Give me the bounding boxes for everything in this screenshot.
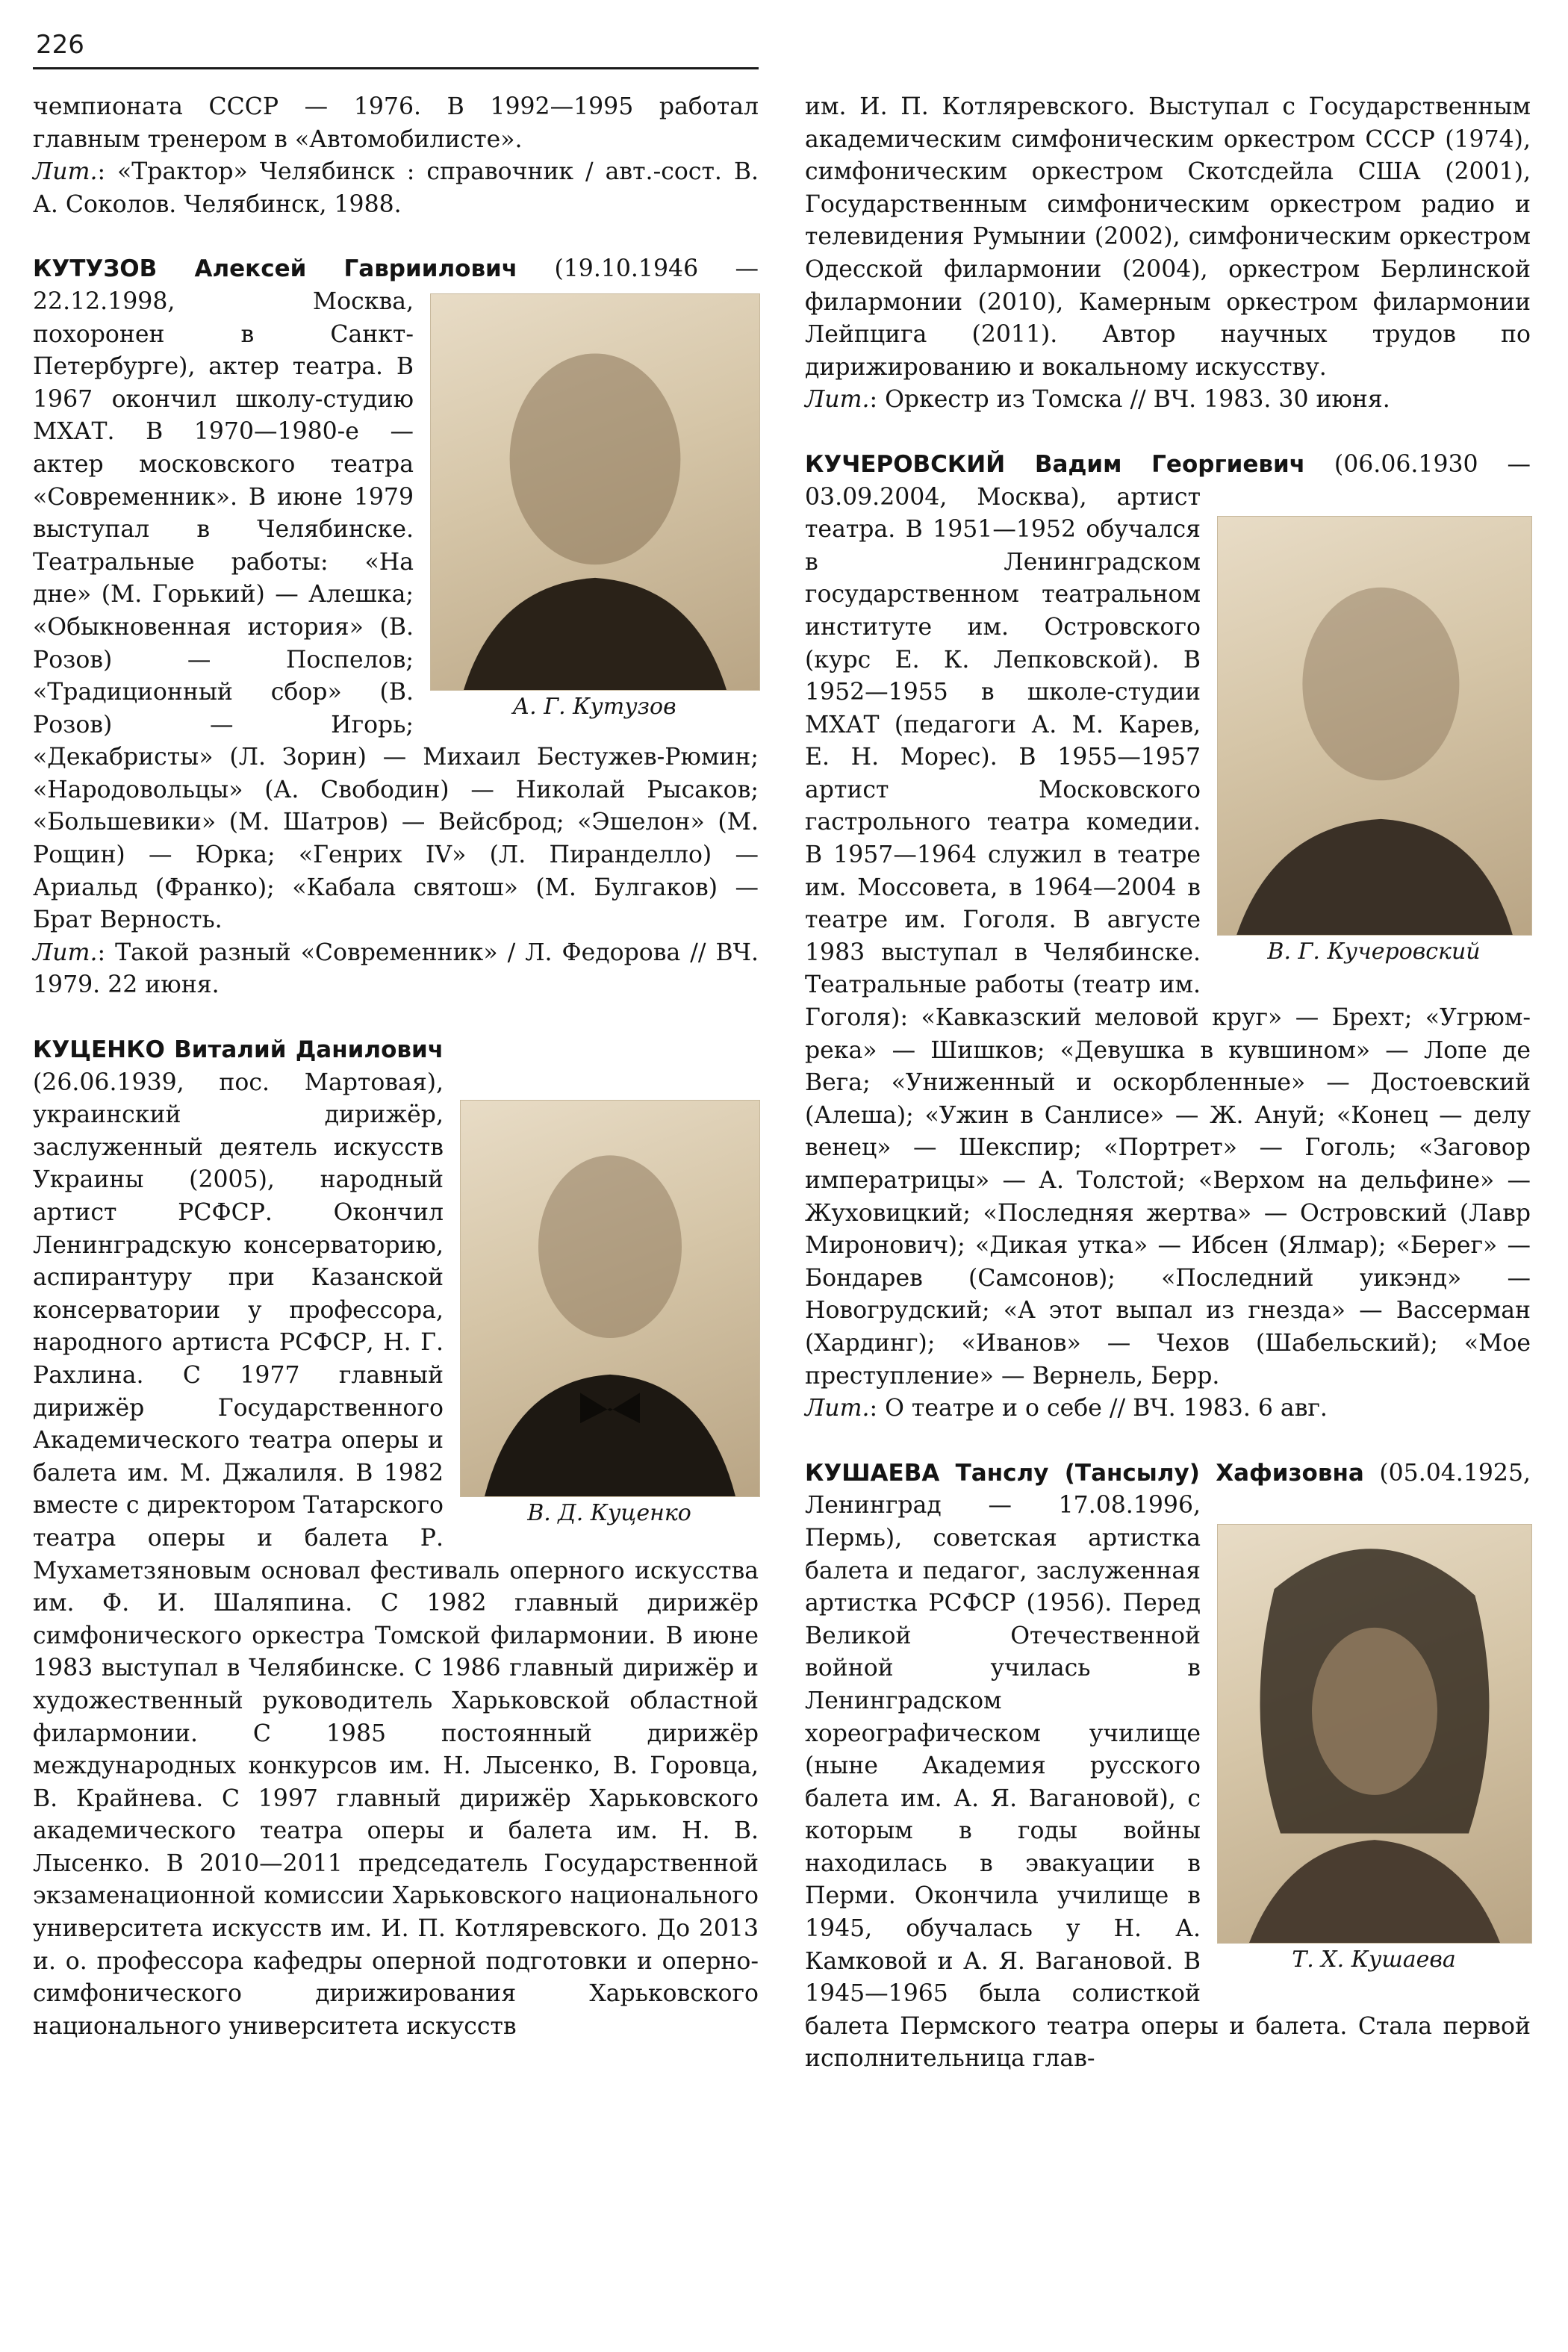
kutuzov-figure	[430, 293, 759, 724]
entry-kutuzov	[33, 253, 759, 1002]
kucherovsky-headword: КУЧЕРОВСКИЙ Вадим Георгиевич	[805, 450, 1306, 478]
kutsenko-caption: В. Д. Куценко	[527, 1500, 691, 1527]
entry-kutsenko-continuation	[805, 91, 1531, 417]
lit-label: Лит.	[33, 158, 98, 186]
kucherovsky-caption: В. Г. Кучеровский	[1267, 938, 1481, 965]
lit-label: Лит.	[805, 386, 870, 414]
header-rule	[33, 67, 759, 69]
entry-kushaeva	[805, 1457, 1531, 2076]
lit-label: Лит.	[33, 939, 98, 966]
kutsenko-cont-text: им. И. П. Котляревского. Выступал с Государственным академическим симфоническим оркестром СССР (1974), симфоническим оркестром Скотсдейла США (2001), Государственным симфоническим оркестром радио и телевидения Румынии (2002), симфоническим оркестром Одесской филармонии (2004), оркестром Берлинской филармонии (2010), Камерным оркестром филармонии Лейпцига (2011). Автор научных трудов по дирижированию и вокальному искусству.	[805, 93, 1531, 381]
lit-text: : О театре и о себе // ВЧ. 1983. 6 авг.	[869, 1395, 1328, 1422]
kutuzov-photo	[430, 293, 760, 691]
continuation-text: чемпионата СССР — 1976. В 1992—1995 работал главным тренером в «Автомобилисте».	[33, 93, 759, 153]
kushaeva-headword: КУШАЕВА Танслу (Тансылу) Хафизовна	[805, 1459, 1364, 1487]
kucherovsky-text	[805, 449, 1531, 1393]
kushaeva-photo	[1217, 1524, 1532, 1944]
lit-label: Лит.	[805, 1395, 870, 1422]
kucherovsky-photo	[1217, 516, 1532, 936]
right-column	[805, 91, 1531, 2108]
entry-kutsenko	[33, 1034, 759, 2043]
continuation-lit	[33, 156, 759, 221]
kushaeva-body: (05.04.1925, Ленинград — 17.08.1996, Пермь), советская артистка балета и педагог, заслуженная артистка РСФСР (1956). Перед Великой Отечественной войной училась в Ленинградском хореографическом училище (ныне Академия русского балета им. А. Я. Вагановой), с которым в годы войны находилась в эвакуации в Перми. Окончила училище в 1945, обучалась у Н. А. Камковой и А. Я. Вагановой. В 1945—1965 была солисткой балета Пермского театра оперы и балета. Стала первой исполнительница глав-	[805, 1459, 1531, 2073]
kucherovsky-figure	[1217, 516, 1531, 968]
lit-text: : «Трактор» Челябинск : справочник / авт.-сост. В. А. Соколов. Челябинск, 1988.	[33, 158, 759, 218]
kutuzov-headword: КУТУЗОВ Алексей Гавриилович	[33, 255, 518, 283]
entry-kucherovsky	[805, 449, 1531, 1425]
lit-text: : Такой разный «Современник» / Л. Федорова // ВЧ. 1979. 22 июня.	[33, 939, 759, 999]
kucherovsky-body: (06.06.1930 — 03.09.2004, Москва), артист театра. В 1951—1952 обучался в Ленинградском государственном театральном институте им. Островского (курс Е. К. Лепковской). В 1952—1955 в школе-студии МХАТ (педагоги А. М. Карев, Е. Н. Морес). В 1955—1957 артист Московского гастрольного театра комедии. В 1957—1964 служил в театре им. Моссовета, в 1964—2004 в театре им. Гоголя. В августе 1983 выступал в Челябинске. Театральные работы (театр им. Гоголя): «Кавказский меловой круг» — Брехт; «Угрюм-река» — Шишков; «Девушка в кувшином» — Лопе де Вега; «Униженный и оскорбленные» — Достоевский (Алеша); «Ужин в Санлисе» — Ж. Ануй; «Конец — делу венец» — Шекспир; «Портрет» — Гоголь; «Заговор императрицы» — А. Толстой; «Верхом на дельфине» — Жуховицкий; «Последняя жертва» — Островский (Лавр Миронович); «Дикая утка» — Ибсен (Ялмар); «Берег» — Бондарев (Самсонов); «Последний уикэнд» — Новогрудский; «А этот выпал из гнезда» — Вассерман (Хардинг); «Иванов» — Чехов (Шабельский); «Мое преступление» — Вернель, Берр.	[805, 450, 1531, 1390]
kutuzov-lit	[33, 937, 759, 1002]
kucherovsky-lit	[805, 1393, 1531, 1425]
kutuzov-caption: А. Г. Кутузов	[512, 693, 676, 720]
entry-continuation	[33, 91, 759, 221]
left-column	[33, 91, 759, 2075]
page-number: 226	[36, 30, 84, 60]
kutsenko-text	[33, 1034, 759, 2043]
kutuzov-text	[33, 253, 759, 936]
kutsenko-photo	[460, 1100, 760, 1497]
kutuzov-body: (19.10.1946 — 22.12.1998, Москва, похоронен в Санкт-Петербурге), актер театра. В 1967 окончил школу-студию МХАТ. В 1970—1980-е — актер московского театра «Современник». В июне 1979 выступал в Челябинске. Театральные работы: «На дне» (М. Горький) — Алешка; «Обыкновенная история» (В. Розов) — Поспелов; «Традиционный сбор» (В. Розов) — Игорь; «Декабристы» (Л. Зорин) — Михаил Бестужев-Рюмин; «Народовольцы» (А. Свободин) — Николай Рысаков; «Большевики» (М. Шатров) — Вейсброд; «Эшелон» (М. Рощин) — Юрка; «Генрих IV» (Л. Пиранделло) — Ариальд (Франко); «Кабала святош» (М. Булгаков) — Брат Верность.	[33, 255, 759, 934]
kushaeva-caption: Т. Х. Кушаева	[1292, 1947, 1456, 1973]
kushaeva-text	[805, 1457, 1531, 2076]
lit-text: : Оркестр из Томска // ВЧ. 1983. 30 июня.	[869, 386, 1390, 414]
kutsenko-headword: КУЦЕНКО Виталий Данилович	[33, 1036, 444, 1064]
kutsenko-lit	[805, 384, 1531, 417]
kutsenko-body: (26.06.1939, пос. Мартовая), украинский дирижёр, заслуженный деятель искусств Украины (2005), народный артист РСФСР. Окончил Ленинградскую консерваторию, аспирантуру при Казанской консерватории у профессора, народного артиста РСФСР, Н. Г. Рахлина. С 1977 главный дирижёр Государственного Академического театра оперы и балета им. М. Джалиля. В 1982 вместе с директором Татарского театра оперы и балета Р. Мухаметзяновым основал фестиваль оперного искусства им. Ф. И. Шаляпина. С 1982 главный дирижёр симфонического оркестра Томской филармонии. В июне 1983 выступал в Челябинске. С 1986 главный дирижёр и художественный руководитель Харьковской областной филармонии. С 1985 постоянный дирижёр международных конкурсов им. Н. Лысенко, В. Горовца, В. Крайнева. С 1997 главный дирижёр Харьковского академического театра оперы и балета им. Н. В. Лысенко. В 2010—2011 председатель Государственной экзаменационной комиссии Харьковского национального университета искусств им. И. П. Котляревского. До 2013 и. о. профессора кафедры оперной подготовки и оперно-симфонического дирижирования Харьковского национального университета искусств	[33, 1068, 759, 2040]
kushaeva-figure	[1217, 1524, 1531, 1976]
kutsenko-figure	[460, 1100, 759, 1530]
